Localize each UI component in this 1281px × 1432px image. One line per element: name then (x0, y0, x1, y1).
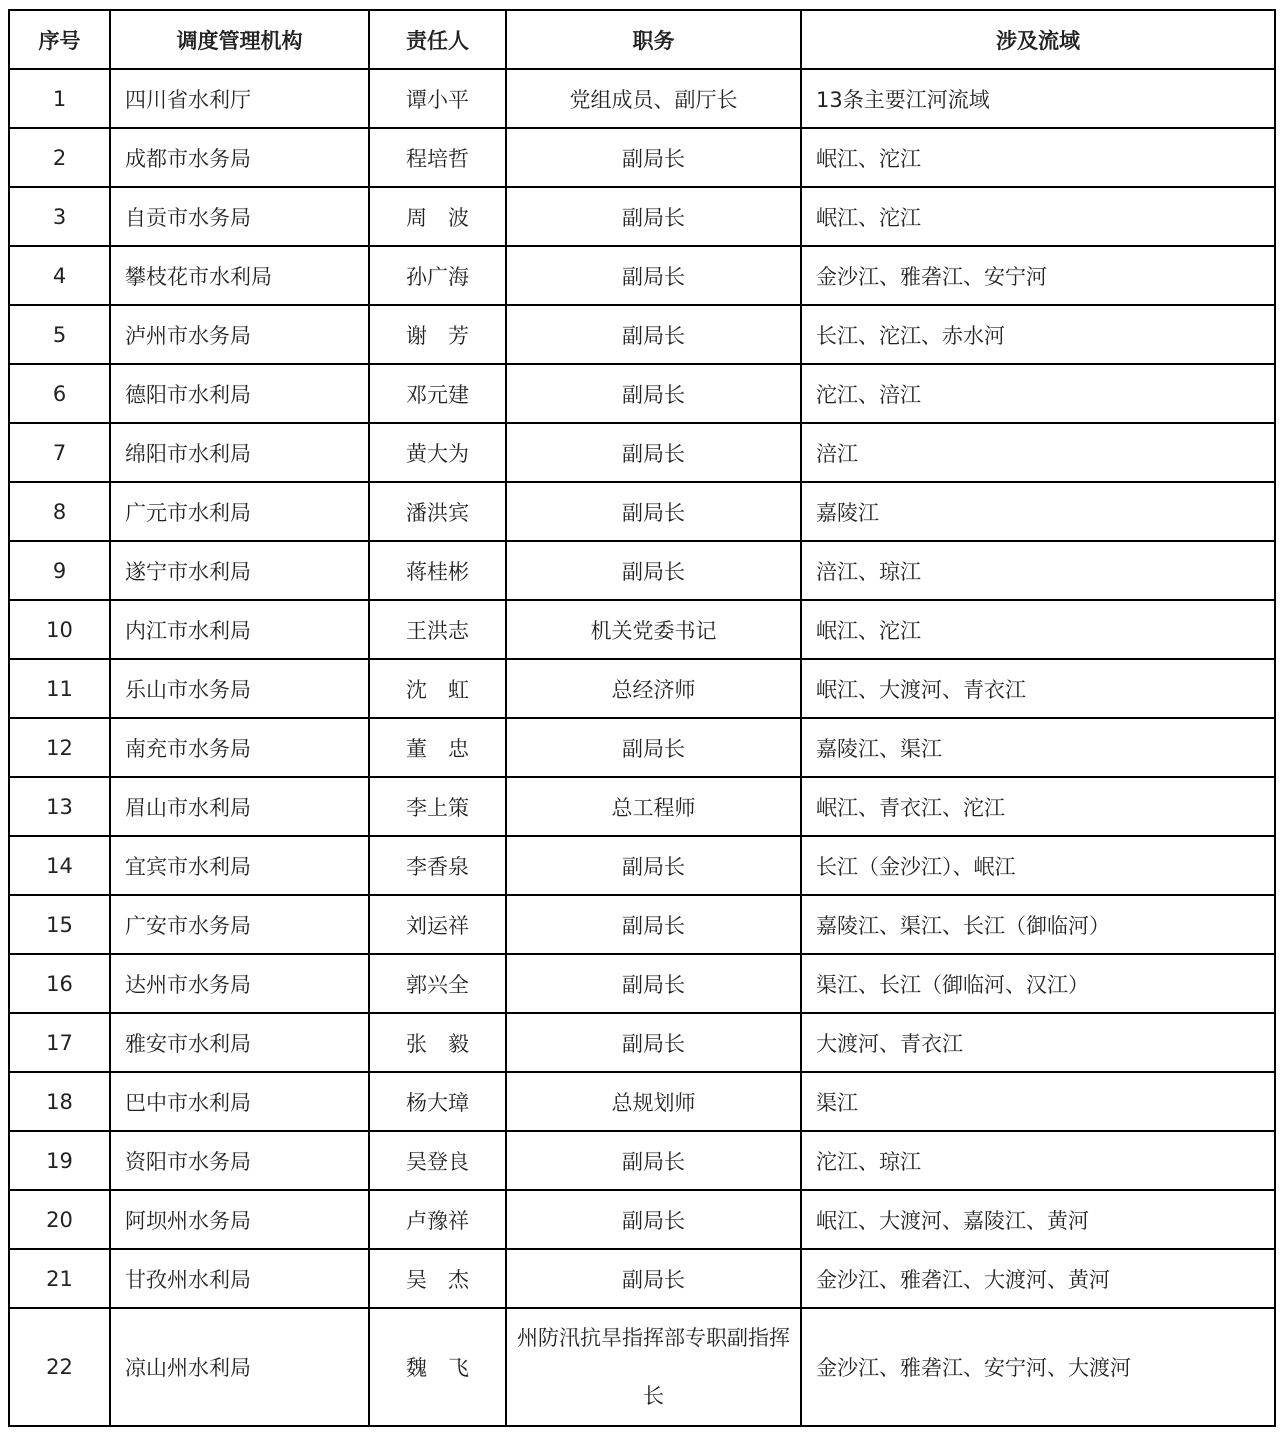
cell-agency: 自贡市水务局 (110, 187, 369, 246)
cell-position: 州防汛抗旱指挥部专职副指挥长 (506, 1308, 801, 1426)
cell-responsible-person: 刘运祥 (369, 895, 506, 954)
cell-basins: 岷江、沱江 (801, 128, 1275, 187)
cell-agency: 广安市水务局 (110, 895, 369, 954)
table-row (9, 718, 1275, 777)
cell-agency: 资阳市水务局 (110, 1131, 369, 1190)
table-row (9, 423, 1275, 482)
cell-position: 副局长 (506, 895, 801, 954)
cell-responsible-person: 张 毅 (369, 1013, 506, 1072)
cell-responsible-person: 李上策 (369, 777, 506, 836)
cell-agency: 泸州市水务局 (110, 305, 369, 364)
cell-position: 副局长 (506, 128, 801, 187)
cell-index: 20 (9, 1190, 110, 1249)
cell-agency: 攀枝花市水利局 (110, 246, 369, 305)
cell-position: 机关党委书记 (506, 600, 801, 659)
cell-agency: 眉山市水利局 (110, 777, 369, 836)
cell-responsible-person: 孙广海 (369, 246, 506, 305)
cell-agency: 宜宾市水利局 (110, 836, 369, 895)
cell-responsible-person: 沈 虹 (369, 659, 506, 718)
cell-position: 副局长 (506, 1190, 801, 1249)
cell-index: 10 (9, 600, 110, 659)
table-row (9, 777, 1275, 836)
cell-index: 16 (9, 954, 110, 1013)
cell-position: 副局长 (506, 364, 801, 423)
cell-index: 2 (9, 128, 110, 187)
table-row (9, 1072, 1275, 1131)
cell-index: 11 (9, 659, 110, 718)
cell-basins: 渠江、长江（御临河、汉江） (801, 954, 1275, 1013)
table-row (9, 600, 1275, 659)
cell-responsible-person: 潘洪宾 (369, 482, 506, 541)
table-row (9, 246, 1275, 305)
cell-agency: 四川省水利厅 (110, 69, 369, 128)
cell-responsible-person: 吴 杰 (369, 1249, 506, 1308)
cell-basins: 嘉陵江、渠江、长江（御临河） (801, 895, 1275, 954)
cell-responsible-person: 卢豫祥 (369, 1190, 506, 1249)
cell-basins: 沱江、涪江 (801, 364, 1275, 423)
cell-agency: 遂宁市水利局 (110, 541, 369, 600)
cell-index: 19 (9, 1131, 110, 1190)
cell-responsible-person: 周 波 (369, 187, 506, 246)
table-body (9, 69, 1275, 1426)
cell-responsible-person: 谭小平 (369, 69, 506, 128)
cell-index: 22 (9, 1308, 110, 1426)
cell-position: 总规划师 (506, 1072, 801, 1131)
cell-index: 21 (9, 1249, 110, 1308)
table-row (9, 1308, 1275, 1426)
cell-basins: 岷江、沱江 (801, 600, 1275, 659)
cell-basins: 沱江、琼江 (801, 1131, 1275, 1190)
cell-index: 9 (9, 541, 110, 600)
cell-position: 总工程师 (506, 777, 801, 836)
cell-position: 副局长 (506, 1249, 801, 1308)
cell-index: 15 (9, 895, 110, 954)
cell-responsible-person: 程培哲 (369, 128, 506, 187)
table-row (9, 128, 1275, 187)
cell-position: 副局长 (506, 246, 801, 305)
cell-position: 副局长 (506, 954, 801, 1013)
cell-index: 13 (9, 777, 110, 836)
cell-responsible-person: 吴登良 (369, 1131, 506, 1190)
cell-agency: 南充市水务局 (110, 718, 369, 777)
table-row (9, 1190, 1275, 1249)
cell-agency: 巴中市水利局 (110, 1072, 369, 1131)
cell-position: 副局长 (506, 187, 801, 246)
table-row (9, 895, 1275, 954)
cell-index: 1 (9, 69, 110, 128)
table-row (9, 482, 1275, 541)
header-position: 职务 (506, 10, 801, 69)
cell-agency: 达州市水务局 (110, 954, 369, 1013)
table-row (9, 1013, 1275, 1072)
cell-agency: 成都市水务局 (110, 128, 369, 187)
cell-index: 7 (9, 423, 110, 482)
cell-position: 副局长 (506, 718, 801, 777)
cell-agency: 内江市水利局 (110, 600, 369, 659)
cell-responsible-person: 李香泉 (369, 836, 506, 895)
cell-index: 4 (9, 246, 110, 305)
header-agency: 调度管理机构 (110, 10, 369, 69)
header-responsible-person: 责任人 (369, 10, 506, 69)
cell-basins: 大渡河、青衣江 (801, 1013, 1275, 1072)
cell-index: 6 (9, 364, 110, 423)
cell-basins: 嘉陵江 (801, 482, 1275, 541)
cell-position: 副局长 (506, 836, 801, 895)
cell-responsible-person: 王洪志 (369, 600, 506, 659)
cell-basins: 嘉陵江、渠江 (801, 718, 1275, 777)
cell-index: 5 (9, 305, 110, 364)
cell-basins: 岷江、沱江 (801, 187, 1275, 246)
cell-responsible-person: 黄大为 (369, 423, 506, 482)
cell-index: 3 (9, 187, 110, 246)
cell-agency: 德阳市水利局 (110, 364, 369, 423)
header-index: 序号 (9, 10, 110, 69)
cell-index: 17 (9, 1013, 110, 1072)
cell-responsible-person: 杨大璋 (369, 1072, 506, 1131)
table-header-row (9, 10, 1275, 69)
cell-position: 副局长 (506, 423, 801, 482)
table-row (9, 69, 1275, 128)
cell-agency: 乐山市水务局 (110, 659, 369, 718)
cell-position: 副局长 (506, 482, 801, 541)
cell-responsible-person: 郭兴全 (369, 954, 506, 1013)
cell-basins: 岷江、青衣江、沱江 (801, 777, 1275, 836)
cell-basins: 13条主要江河流域 (801, 69, 1275, 128)
cell-basins: 渠江 (801, 1072, 1275, 1131)
cell-basins: 长江（金沙江）、岷江 (801, 836, 1275, 895)
cell-responsible-person: 邓元建 (369, 364, 506, 423)
header-basins: 涉及流域 (801, 10, 1275, 69)
cell-agency: 阿坝州水务局 (110, 1190, 369, 1249)
cell-agency: 甘孜州水利局 (110, 1249, 369, 1308)
cell-basins: 岷江、大渡河、青衣江 (801, 659, 1275, 718)
cell-responsible-person: 董 忠 (369, 718, 506, 777)
cell-responsible-person: 魏 飞 (369, 1308, 506, 1426)
cell-basins: 涪江 (801, 423, 1275, 482)
table-row (9, 659, 1275, 718)
table-row (9, 305, 1275, 364)
cell-position: 副局长 (506, 305, 801, 364)
cell-index: 8 (9, 482, 110, 541)
cell-basins: 长江、沱江、赤水河 (801, 305, 1275, 364)
table-row (9, 541, 1275, 600)
cell-basins: 涪江、琼江 (801, 541, 1275, 600)
cell-position: 总经济师 (506, 659, 801, 718)
table-row (9, 954, 1275, 1013)
cell-position: 党组成员、副厅长 (506, 69, 801, 128)
table-row (9, 836, 1275, 895)
table-row (9, 1249, 1275, 1308)
table-row (9, 187, 1275, 246)
dispatch-responsibility-table (8, 9, 1276, 1427)
table-row (9, 364, 1275, 423)
cell-responsible-person: 谢 芳 (369, 305, 506, 364)
cell-agency: 绵阳市水利局 (110, 423, 369, 482)
cell-basins: 金沙江、雅砻江、大渡河、黄河 (801, 1249, 1275, 1308)
cell-agency: 广元市水利局 (110, 482, 369, 541)
cell-index: 18 (9, 1072, 110, 1131)
cell-basins: 金沙江、雅砻江、安宁河 (801, 246, 1275, 305)
cell-index: 14 (9, 836, 110, 895)
cell-basins: 岷江、大渡河、嘉陵江、黄河 (801, 1190, 1275, 1249)
cell-basins: 金沙江、雅砻江、安宁河、大渡河 (801, 1308, 1275, 1426)
table-row (9, 1131, 1275, 1190)
cell-position: 副局长 (506, 1013, 801, 1072)
cell-agency: 雅安市水利局 (110, 1013, 369, 1072)
cell-position: 副局长 (506, 541, 801, 600)
cell-responsible-person: 蒋桂彬 (369, 541, 506, 600)
cell-position: 副局长 (506, 1131, 801, 1190)
cell-agency: 凉山州水利局 (110, 1308, 369, 1426)
cell-index: 12 (9, 718, 110, 777)
